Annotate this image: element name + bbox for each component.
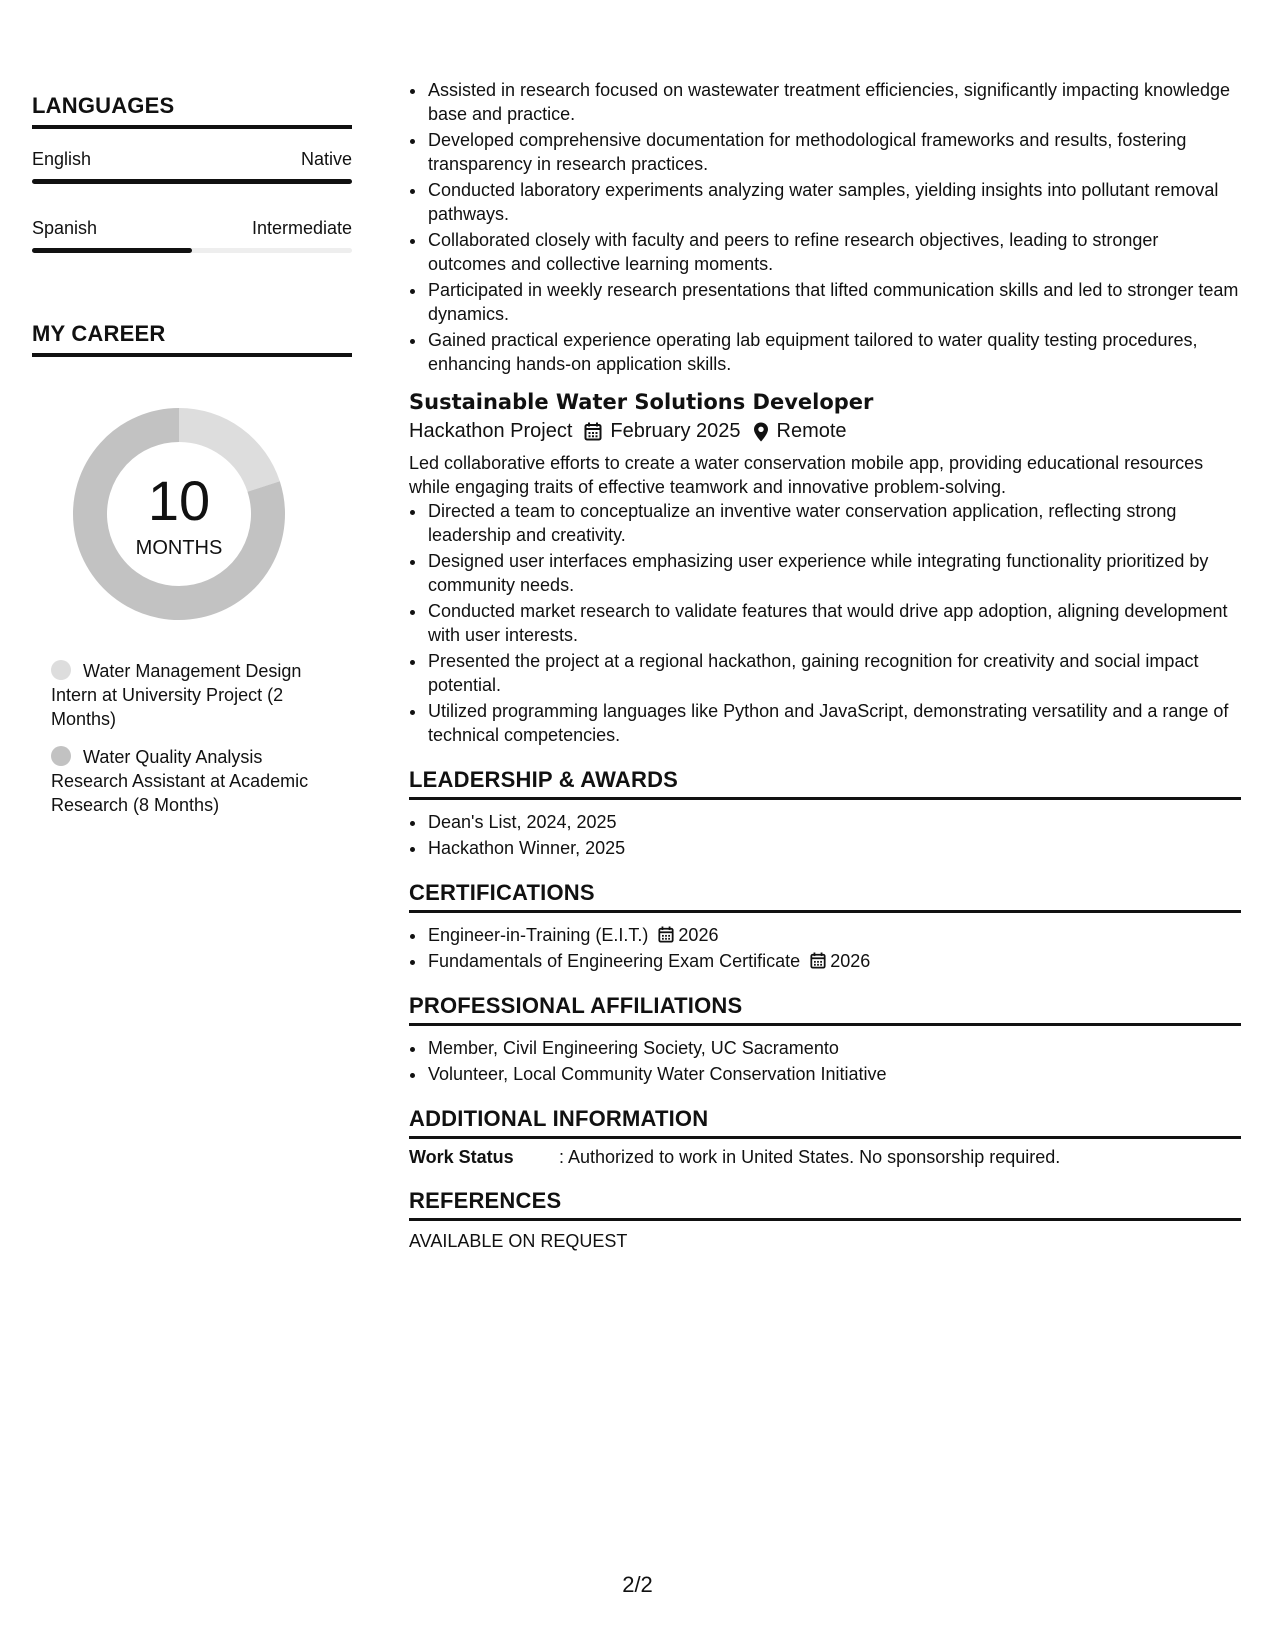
- certifications-heading: CERTIFICATIONS: [409, 880, 1241, 913]
- language-name: Spanish: [32, 218, 98, 238]
- legend-swatch: [51, 660, 71, 680]
- references-section: [409, 1188, 1241, 1252]
- affiliations-section: [409, 993, 1241, 1086]
- career-legend-item: [51, 745, 341, 817]
- career-section: [32, 321, 352, 817]
- career-total-number: 10: [147, 469, 211, 532]
- leadership-heading: LEADERSHIP & AWARDS: [409, 767, 1241, 800]
- list-item: [427, 923, 1241, 947]
- additional-info-section: [409, 1106, 1241, 1168]
- career-total-unit: MONTHS: [135, 537, 223, 559]
- certification-year: 2026: [678, 925, 719, 945]
- list-item: • Hackathon Winner, 2025: [427, 836, 1241, 860]
- job-date: February 2025: [610, 420, 741, 442]
- legend-label: Water Quality Analysis Research Assistant at Academic Research (8 Months): [51, 747, 309, 815]
- calendar-icon: [584, 422, 602, 441]
- certification-year: 2026: [830, 951, 871, 971]
- additional-info-heading: ADDITIONAL INFORMATION: [409, 1106, 1241, 1139]
- career-donut-chart: [66, 401, 292, 627]
- job-organization: Hackathon Project: [409, 420, 573, 442]
- language-proficiency-fill: [32, 248, 192, 253]
- list-item: • Assisted in research focused on wastewater treatment efficiencies, significantly impacting knowledge base and practice.: [427, 78, 1241, 126]
- list-item: • Member, Civil Engineering Society, UC Sacramento: [427, 1036, 1241, 1060]
- list-item: • Participated in weekly research presentations that lifted communication skills and led to stronger team dynamics.: [427, 278, 1241, 326]
- job-summary: Led collaborative efforts to create a water conservation mobile app, providing educational resources while engaging traits of effective teamwork and innovative problem-solving.: [409, 453, 1204, 497]
- list-item: [427, 949, 1241, 973]
- job-meta: [409, 420, 1241, 443]
- legend-label: Water Management Design Intern at University Project (2 Months): [51, 661, 302, 729]
- list-item: • Designed user interfaces emphasizing user experience while integrating functionality prioritized by community needs.: [427, 549, 1241, 597]
- list-item: • Utilized programming languages like Python and JavaScript, demonstrating versatility and a range of technical competencies.: [427, 699, 1241, 747]
- affiliations-heading: PROFESSIONAL AFFILIATIONS: [409, 993, 1241, 1026]
- list-item: • Collaborated closely with faculty and peers to refine research objectives, leading to stronger outcomes and collective learning moments.: [427, 228, 1241, 276]
- work-status-label: Work Status: [409, 1147, 514, 1167]
- list-item: • Directed a team to conceptualize an inventive water conservation application, reflecting strong leadership and creativity.: [427, 499, 1241, 547]
- list-item: • Conducted laboratory experiments analyzing water samples, yielding insights into pollutant removal pathways.: [427, 178, 1241, 226]
- previous-job-bullets: [409, 78, 1241, 376]
- language-name: English: [32, 149, 92, 169]
- left-column: [32, 93, 352, 831]
- calendar-icon: [810, 952, 826, 969]
- list-item: • Gained practical experience operating lab equipment tailored to water quality testing procedures, enhancing hands-on application skills.: [427, 328, 1241, 376]
- certification-name: Fundamentals of Engineering Exam Certificate: [428, 951, 801, 971]
- language-item: [32, 149, 352, 184]
- job-location: Remote: [776, 420, 847, 442]
- career-heading: MY CAREER: [32, 321, 352, 357]
- languages-heading: LANGUAGES: [32, 93, 352, 129]
- language-proficiency-bar: [32, 179, 352, 184]
- language-proficiency-bar: [32, 248, 352, 253]
- references-text: AVAILABLE ON REQUEST: [409, 1231, 628, 1251]
- career-legend: [51, 659, 341, 817]
- list-item: • Developed comprehensive documentation for methodological frameworks and results, fostering transparency in research practices.: [427, 128, 1241, 176]
- page-number: 2/2: [622, 1572, 653, 1597]
- language-proficiency-fill: [32, 179, 352, 184]
- certification-name: Engineer-in-Training (E.I.T.): [428, 925, 649, 945]
- work-status-value: : Authorized to work in United States. No sponsorship required.: [559, 1147, 1061, 1167]
- career-legend-item: [51, 659, 341, 731]
- language-level: Native: [300, 149, 352, 169]
- location-pin-icon: [753, 422, 769, 442]
- language-level: Intermediate: [251, 218, 352, 238]
- list-item: • Dean's List, 2024, 2025: [427, 810, 1241, 834]
- right-column: [409, 78, 1241, 1252]
- language-item: [32, 218, 352, 253]
- certifications-section: [409, 880, 1241, 973]
- references-heading: REFERENCES: [409, 1188, 1241, 1221]
- list-item: • Volunteer, Local Community Water Conservation Initiative: [427, 1062, 1241, 1086]
- calendar-icon: [658, 926, 674, 943]
- list-item: • Conducted market research to validate features that would drive app adoption, aligning development with user interests.: [427, 599, 1241, 647]
- job-title: Sustainable Water Solutions Developer: [409, 390, 874, 414]
- job-bullets: [409, 499, 1241, 747]
- leadership-section: [409, 767, 1241, 860]
- list-item: • Presented the project at a regional hackathon, gaining recognition for creativity and social impact potential.: [427, 649, 1241, 697]
- legend-swatch: [51, 746, 71, 766]
